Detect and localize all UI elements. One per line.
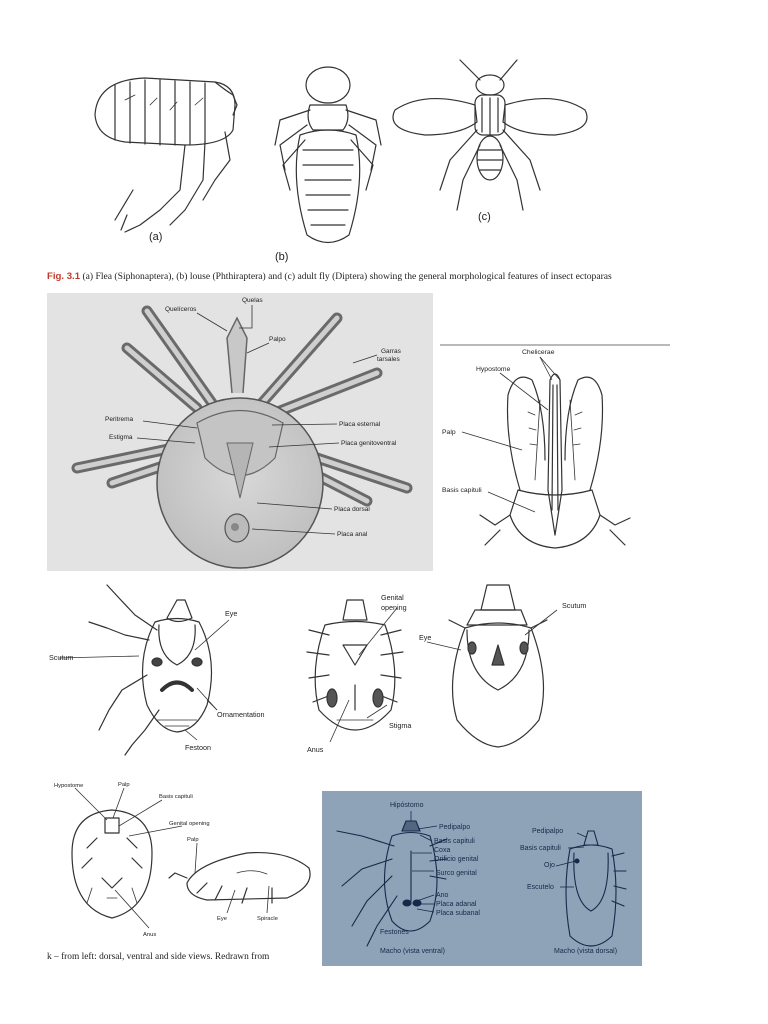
label-b: (b) [275,251,289,263]
label-scutum-right: Scutum [562,601,587,610]
label-ojo: Ojo [544,862,555,869]
label-palp: Palp [442,429,456,436]
label-genital-opening-soft: Genital opening [169,821,210,827]
label-basis-capituli-left: Basis capituli [434,838,475,845]
soft-tick-side [169,853,310,903]
hard-tick-scutum [449,585,547,747]
label-placa-genitoventral: Placa genitoventral [341,440,397,447]
label-placa-anal: Placa anal [337,531,368,538]
blue-tick-panel [322,791,642,966]
label-palp-top: Palp [118,782,130,788]
label-macho-ventral: Macho (vista ventral) [380,948,445,955]
capitulum-drawing [480,374,630,548]
label-hypostome: Hypostome [476,366,511,373]
label-peritrema: Peritrema [105,416,134,423]
label-eye-left: Eye [225,609,238,618]
label-c: (c) [478,211,491,223]
label-hipostomo: Hipóstomo [390,802,424,809]
label-garras: Garras [381,348,401,355]
soft-tick-ventral [72,810,152,918]
label-palpo: Palpo [269,336,286,343]
louse-drawing [275,67,381,243]
label-basis-capituli: Basis capituli [442,487,482,494]
label-anus: Anus [307,745,324,754]
label-tarsales: tarsales [377,356,400,363]
mite-photo-panel [47,293,433,571]
label-ornamentation: Ornamentation [217,710,265,719]
label-ano: Ano [436,892,449,899]
figure-caption-text: (a) Flea (Siphonaptera), (b) louse (Phthiraptera) and (c) adult fly (Diptera) showing the general morphological features of insect ectoparas [82,271,612,282]
soft-tick-caption [47,952,269,962]
soft-tick-panel [47,778,322,948]
figure-number: Fig. 3.1 [47,271,81,282]
label-placa-subanal: Placa subanal [436,910,480,917]
label-anus-soft: Anus [143,932,157,938]
label-eye-soft: Eye [217,916,227,922]
tick-row-panel [47,580,647,758]
label-queliceros: Quelíceros [165,306,197,313]
label-pedipalpo-left: Pedipalpo [439,824,471,831]
label-coxa: Coxa [434,847,451,854]
label-hypostome-soft: Hypostome [54,783,84,789]
blue-tick-dorsal [566,831,626,946]
label-opening: opening [381,603,407,612]
flea-drawing [95,78,237,232]
label-quelas: Quelas [242,297,263,304]
label-estigma: Estigma [109,434,133,441]
figure-caption [47,271,612,282]
label-orificio-genital: Orificio genital [434,856,479,863]
label-surco-genital: Surco genital [436,870,477,877]
label-placa-dorsal: Placa dorsal [334,506,370,513]
label-basis-capituli-soft: Basis capituli [159,794,193,800]
label-stigma: Stigma [389,721,412,730]
blue-tick-ventral [337,821,447,946]
label-scutum-left: Scutum [49,653,74,662]
insect-figure [85,50,605,265]
label-basis-capituli-right: Basis capituli [520,845,561,852]
hard-tick-ventral [307,600,403,730]
label-pedipalpo-right: Pedipalpo [532,828,564,835]
label-macho-dorsal: Macho (vista dorsal) [554,948,618,955]
label-festoon: Festoon [185,743,211,752]
label-placa-esternal: Placa esternal [339,421,381,428]
label-palp-side: Palp [187,837,199,843]
label-a: (a) [149,231,163,243]
label-eye-right: Eye [419,633,432,642]
label-spiracle: Spiracle [257,916,278,922]
label-escutelo: Escutelo [527,884,554,891]
label-chelicerae: Chelicerae [522,349,555,356]
capitulum-panel [440,340,670,572]
hard-tick-dorsal [89,585,212,755]
label-festones: Festones [380,929,409,936]
soft-tick-caption-text: k – from left: dorsal, ventral and side views. Redrawn from [47,952,270,962]
label-placa-adanal: Placa adanal [436,901,477,908]
label-genital: Genital [381,593,404,602]
fly-drawing [393,60,587,210]
